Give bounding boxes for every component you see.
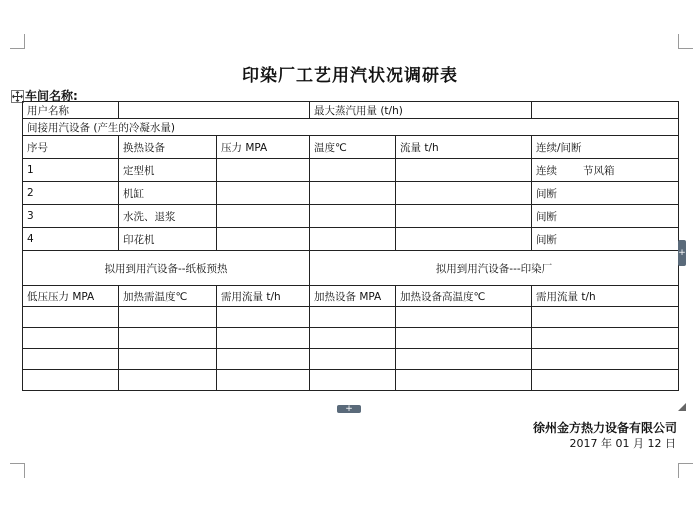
- blank-cell[interactable]: [532, 370, 679, 391]
- row-device: 印花机: [119, 228, 217, 251]
- flow-cell[interactable]: [396, 159, 532, 182]
- crop-mark-top-left: [10, 34, 25, 49]
- blank-cell[interactable]: [23, 328, 119, 349]
- flow-cell[interactable]: [396, 228, 532, 251]
- col-header-required-flow-2: 需用流量 t/h: [532, 286, 679, 307]
- mode-cell[interactable]: [532, 182, 679, 205]
- table-row: [23, 251, 679, 286]
- mode-cell[interactable]: [532, 228, 679, 251]
- col-header-heater-high-temp: 加热设备高温度℃: [396, 286, 532, 307]
- table-header-row: [23, 286, 679, 307]
- blank-cell[interactable]: [532, 328, 679, 349]
- blank-cell[interactable]: [532, 307, 679, 328]
- temperature-cell[interactable]: [310, 182, 396, 205]
- flow-cell[interactable]: [396, 182, 532, 205]
- document-title: 印染厂工艺用汽状况调研表: [242, 66, 458, 86]
- indirect-steam-heading: 间接用汽设备 (产生的冷凝水量): [23, 119, 679, 136]
- col-header-required-flow: 需用流量 t/h: [217, 286, 310, 307]
- row-no: 3: [23, 205, 119, 228]
- crop-mark-bottom-left: [10, 463, 25, 478]
- table-row: [23, 205, 679, 228]
- blank-cell[interactable]: [396, 370, 532, 391]
- blank-cell[interactable]: [310, 370, 396, 391]
- row-mode: 间断: [536, 187, 557, 200]
- col-header-flow: 流量 t/h: [396, 136, 532, 159]
- table-row: [23, 370, 679, 391]
- pressure-cell[interactable]: [217, 182, 310, 205]
- temperature-cell[interactable]: [310, 159, 396, 182]
- blank-cell[interactable]: [23, 307, 119, 328]
- mode-cell[interactable]: [532, 205, 679, 228]
- col-header-temperature: 温度℃: [310, 136, 396, 159]
- row-device: 机缸: [119, 182, 217, 205]
- row-no: 2: [23, 182, 119, 205]
- add-column-button[interactable]: +: [678, 240, 686, 266]
- pressure-cell[interactable]: [217, 228, 310, 251]
- row-no: 4: [23, 228, 119, 251]
- document-date: 2017 年 01 月 12 日: [569, 437, 676, 450]
- row-mode: 间断: [536, 210, 557, 223]
- planned-device-right: 拟用到用汽设备---印染厂: [310, 251, 679, 286]
- blank-cell[interactable]: [119, 328, 217, 349]
- table-resize-handle-icon[interactable]: [678, 403, 686, 411]
- user-name-label: 用户名称: [23, 102, 119, 119]
- flow-cell[interactable]: [396, 205, 532, 228]
- col-header-no: 序号: [23, 136, 119, 159]
- max-steam-input[interactable]: [532, 102, 679, 119]
- pressure-cell[interactable]: [217, 205, 310, 228]
- col-header-mode: 连续/间断: [532, 136, 679, 159]
- blank-cell[interactable]: [217, 370, 310, 391]
- table-row: [23, 119, 679, 136]
- blank-cell[interactable]: [119, 307, 217, 328]
- col-header-low-pressure: 低压压力 MPA: [23, 286, 119, 307]
- survey-table: [22, 101, 679, 391]
- table-row: [23, 307, 679, 328]
- add-row-button[interactable]: +: [337, 405, 361, 413]
- table-row: [23, 102, 679, 119]
- blank-cell[interactable]: [310, 328, 396, 349]
- blank-cell[interactable]: [119, 349, 217, 370]
- row-mode: 间断: [536, 233, 557, 246]
- col-header-pressure: 压力 MPA: [217, 136, 310, 159]
- row-note: 节风箱: [583, 164, 615, 177]
- blank-cell[interactable]: [532, 349, 679, 370]
- table-row: [23, 228, 679, 251]
- blank-cell[interactable]: [217, 349, 310, 370]
- blank-cell[interactable]: [119, 370, 217, 391]
- blank-cell[interactable]: [396, 349, 532, 370]
- table-row: [23, 182, 679, 205]
- user-name-input[interactable]: [119, 102, 310, 119]
- col-header-heating-temp: 加热需温度℃: [119, 286, 217, 307]
- blank-cell[interactable]: [396, 328, 532, 349]
- row-device: 水洗、退浆: [119, 205, 217, 228]
- blank-cell[interactable]: [310, 349, 396, 370]
- crop-mark-top-right: [678, 34, 693, 49]
- pressure-cell[interactable]: [217, 159, 310, 182]
- table-header-row: [23, 136, 679, 159]
- row-mode: 连续: [536, 164, 557, 177]
- crop-mark-bottom-right: [678, 463, 693, 478]
- table-row: [23, 349, 679, 370]
- planned-device-left: 拟用到用汽设备--纸板预热: [23, 251, 310, 286]
- workshop-name-label: 车间名称:: [25, 89, 78, 103]
- table-row: [23, 159, 679, 182]
- table-row: [23, 328, 679, 349]
- mode-cell[interactable]: [532, 159, 679, 182]
- blank-cell[interactable]: [217, 307, 310, 328]
- company-name: 徐州金方热力设备有限公司: [532, 421, 677, 435]
- blank-cell[interactable]: [310, 307, 396, 328]
- col-header-heater-pressure: 加热设备 MPA: [310, 286, 396, 307]
- blank-cell[interactable]: [23, 349, 119, 370]
- blank-cell[interactable]: [217, 328, 310, 349]
- temperature-cell[interactable]: [310, 205, 396, 228]
- max-steam-label: 最大蒸汽用量 (t/h): [310, 102, 532, 119]
- blank-cell[interactable]: [23, 370, 119, 391]
- temperature-cell[interactable]: [310, 228, 396, 251]
- row-device: 定型机: [119, 159, 217, 182]
- blank-cell[interactable]: [396, 307, 532, 328]
- row-no: 1: [23, 159, 119, 182]
- col-header-device: 换热设备: [119, 136, 217, 159]
